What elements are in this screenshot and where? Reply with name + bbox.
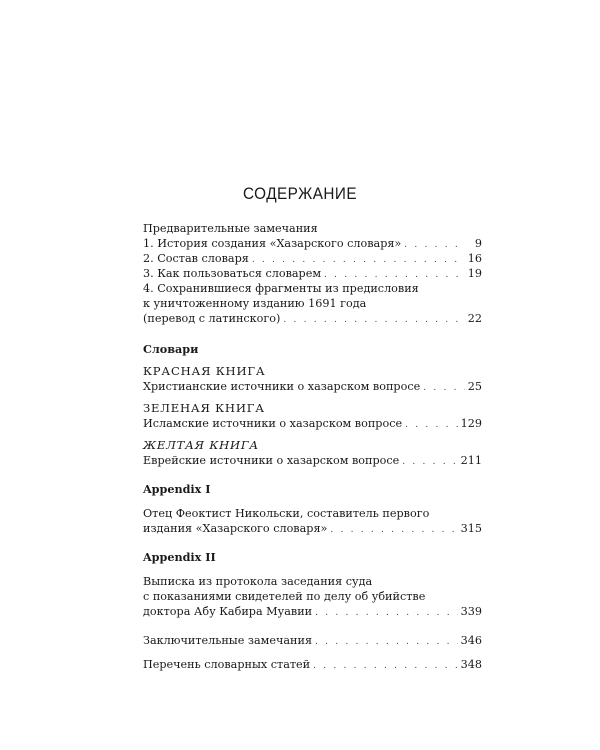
- yellow-book-title: ЖЕЛТАЯ КНИГА: [143, 438, 259, 452]
- dot-leader: [315, 635, 458, 650]
- toc-entry-fragments-line2: к уничтоженному изданию 1691 года: [143, 297, 367, 310]
- appendix-1-line1: Отец Феоктист Никольски, составитель первого: [143, 507, 430, 520]
- toc-entry-page: 9: [474, 237, 482, 250]
- toc-entry-page: 129: [460, 417, 482, 430]
- toc-entry-fragments-line1: 4. Сохранившиеся фрагменты из предисловия: [143, 282, 419, 295]
- toc-entry-green-book[interactable]: [143, 416, 482, 431]
- toc-entry-structure[interactable]: [143, 251, 482, 266]
- appendix-1-heading: Appendix I: [143, 482, 211, 496]
- toc-entry-label: Христианские источники о хазарском вопросе: [143, 380, 421, 393]
- toc-entry-page: 315: [460, 522, 482, 535]
- toc-entry-page: 211: [460, 454, 482, 467]
- dot-leader: [402, 455, 457, 470]
- toc-entry-page: 16: [467, 252, 482, 265]
- red-book-title: КРАСНАЯ КНИГА: [143, 364, 266, 378]
- toc-entry-label: Еврейские источники о хазарском вопросе: [143, 454, 400, 467]
- page-title: СОДЕРЖАНИЕ: [243, 184, 357, 203]
- toc-entry-label: издания «Хазарского словаря»: [143, 522, 328, 535]
- appendix-2-heading: Appendix II: [143, 550, 216, 564]
- toc-entry-red-book[interactable]: [143, 379, 482, 394]
- toc-entry-label: Перечень словарных статей: [143, 658, 311, 671]
- toc-entry-appendix-2[interactable]: [143, 604, 482, 619]
- toc-entry-label: 2. Состав словаря: [143, 252, 249, 265]
- toc-entry-label: доктора Абу Кабира Муавии: [143, 605, 313, 618]
- toc-entry-appendix-1[interactable]: [143, 521, 482, 536]
- toc-entry-page: 22: [467, 312, 482, 325]
- toc-entry-label: 1. История создания «Хазарского словаря»: [143, 237, 402, 250]
- toc-entry-label: 3. Как пользоваться словарем: [143, 267, 322, 280]
- table-of-contents: [143, 221, 482, 672]
- toc-entry-page: 339: [460, 605, 482, 618]
- toc-entry-history[interactable]: [143, 236, 482, 251]
- appendix-2-line2: с показаниями свидетелей по делу об убийстве: [143, 590, 426, 603]
- dot-leader: [330, 523, 457, 538]
- dictionaries-heading: Словари: [143, 342, 199, 356]
- dot-leader: [405, 418, 458, 433]
- toc-entry-yellow-book[interactable]: [143, 453, 482, 468]
- toc-entry-label: (перевод с латинского): [143, 312, 281, 325]
- dot-leader: [423, 381, 465, 396]
- green-book-title: ЗЕЛЕНАЯ КНИГА: [143, 401, 265, 415]
- toc-entry-label: Исламские источники о хазарском вопросе: [143, 417, 403, 430]
- dot-leader: [283, 313, 464, 328]
- toc-entry-label: Заключительные замечания: [143, 634, 313, 647]
- appendix-2-line1: Выписка из протокола заседания суда: [143, 575, 373, 588]
- toc-entry-closing-remarks[interactable]: [143, 633, 482, 648]
- dot-leader: [404, 238, 465, 253]
- toc-entry-page: 346: [460, 634, 482, 647]
- toc-entry-page: 25: [467, 380, 482, 393]
- toc-entry-page: 19: [467, 267, 482, 280]
- toc-entry-fragments[interactable]: [143, 311, 482, 326]
- toc-entry-page: 348: [460, 658, 482, 671]
- dot-leader: [315, 606, 458, 621]
- toc-entry-article-index[interactable]: [143, 657, 482, 672]
- dot-leader: [313, 659, 458, 674]
- toc-entry-usage[interactable]: [143, 266, 482, 281]
- intro-heading: Предварительные замечания: [143, 222, 318, 235]
